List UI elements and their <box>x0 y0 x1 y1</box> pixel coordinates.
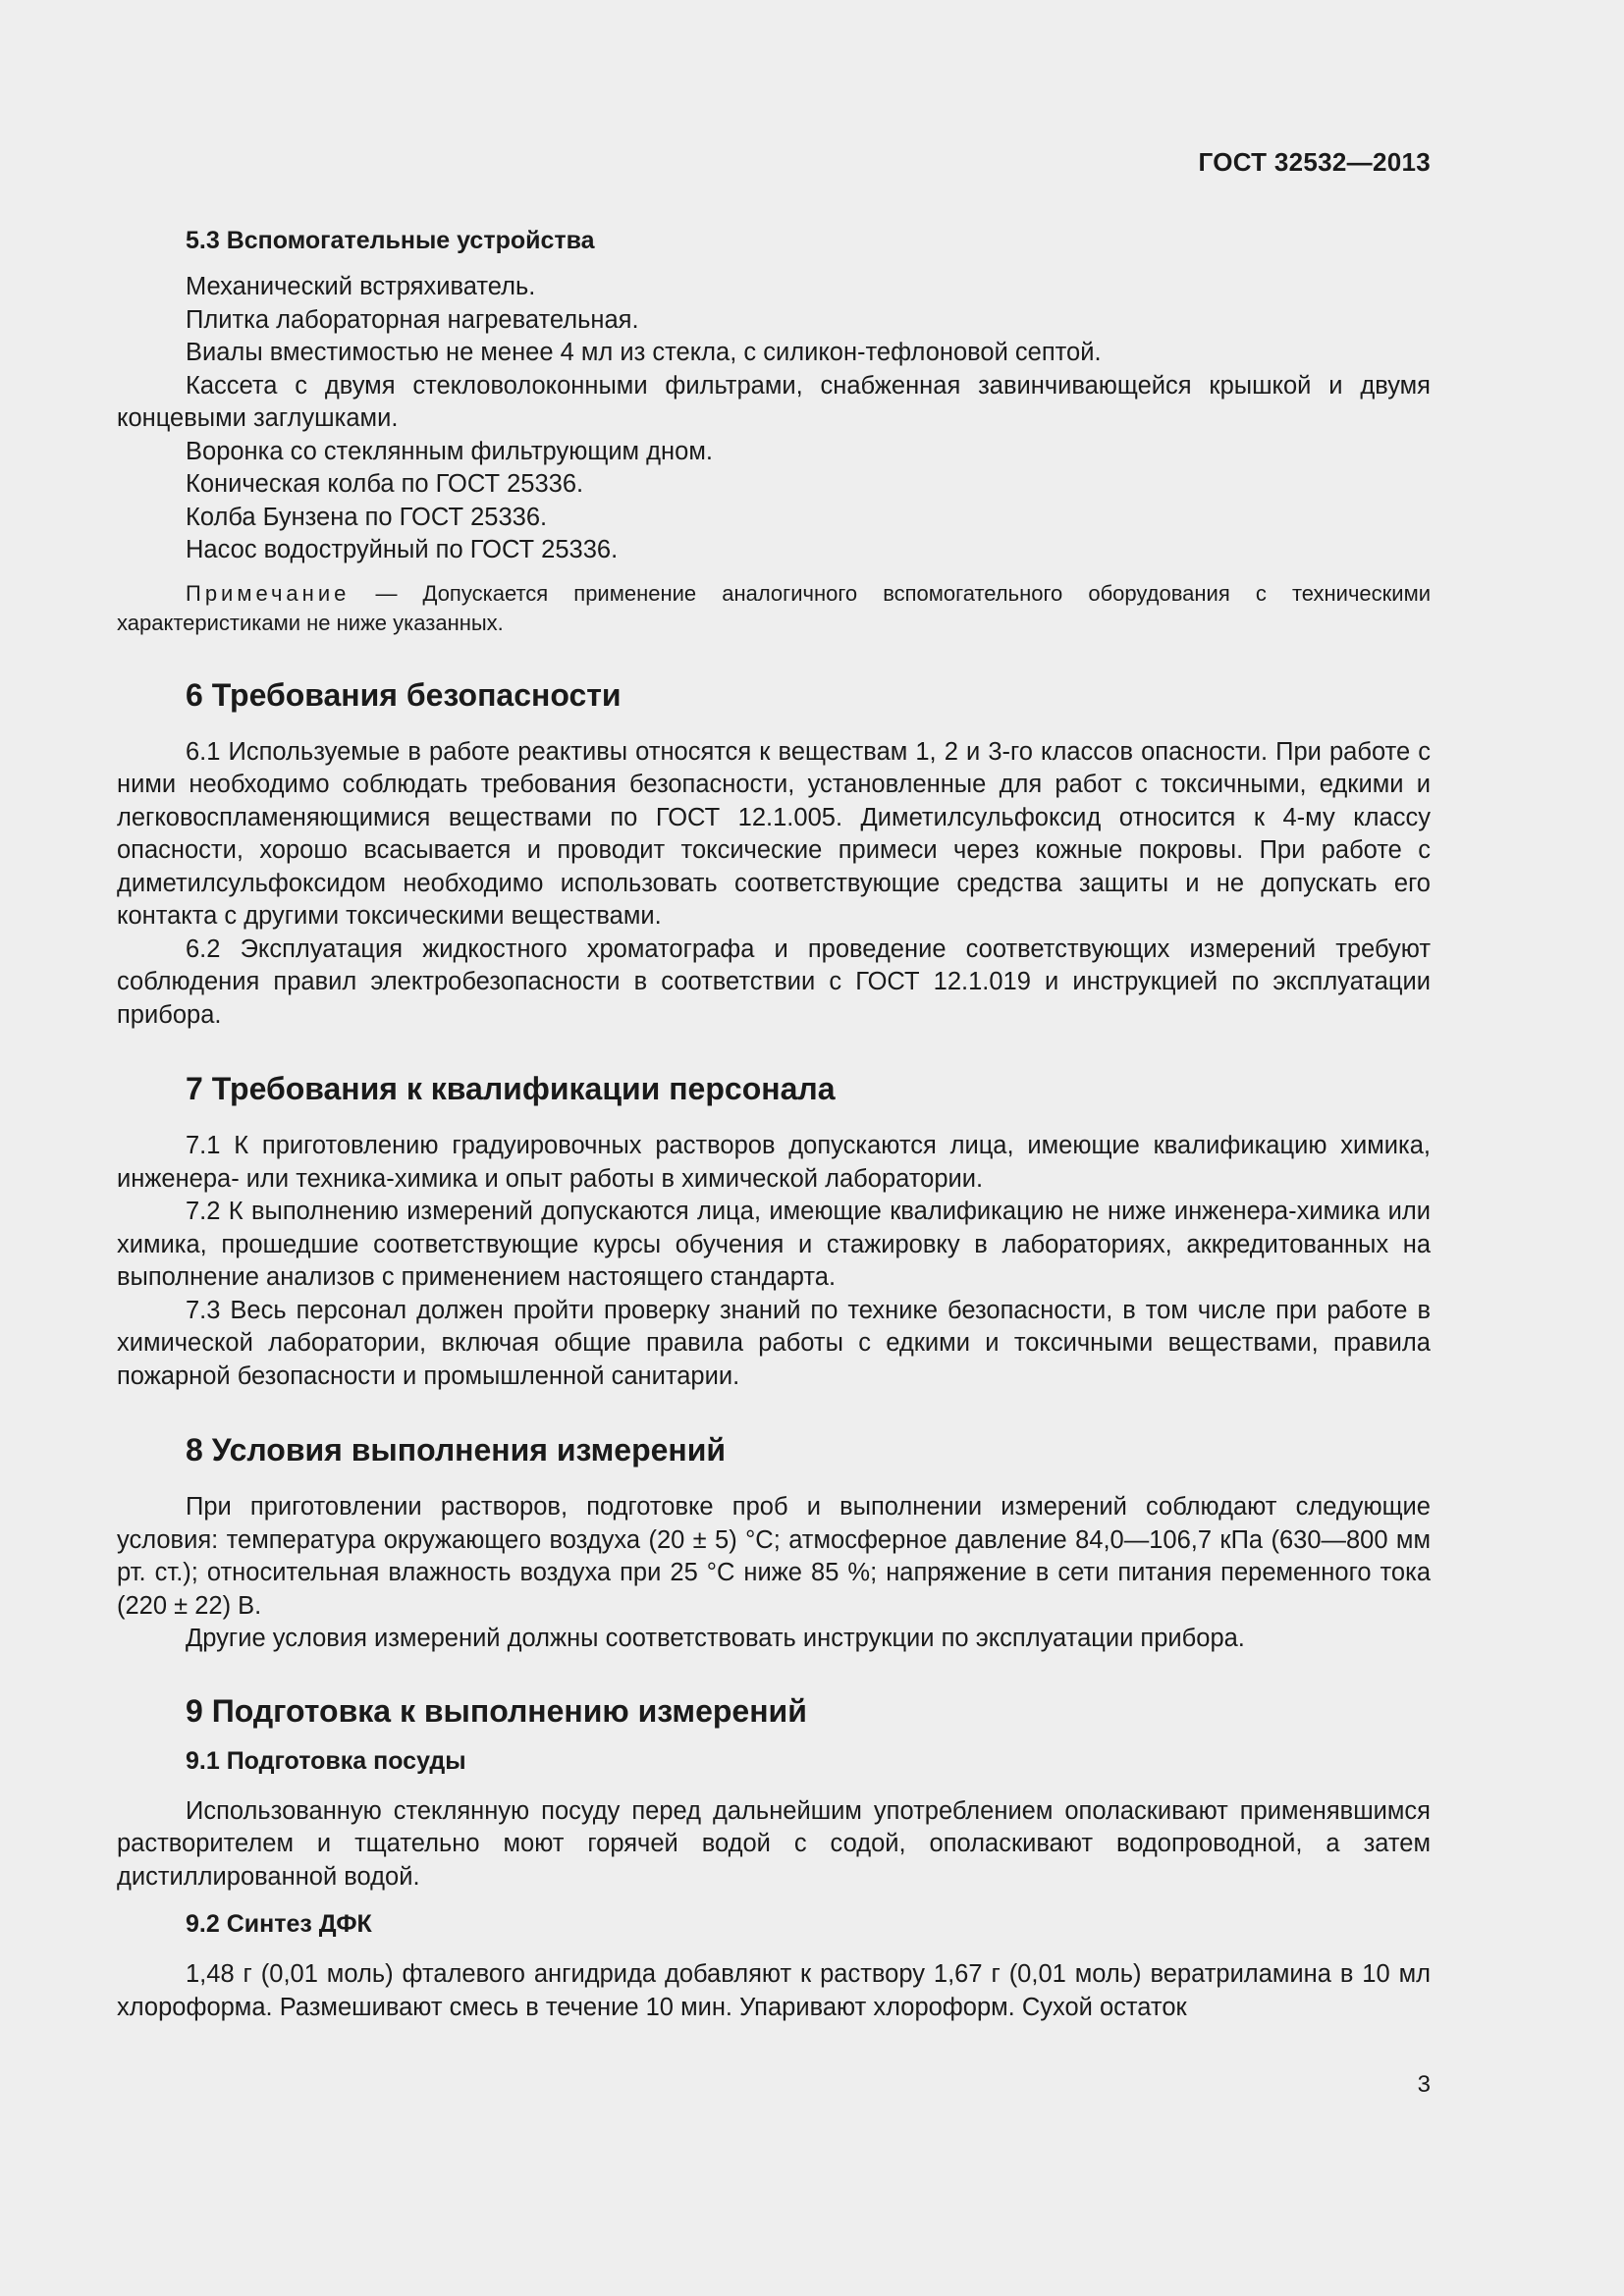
section-8 <box>117 1430 1431 1656</box>
section-9-title: 9 Подготовка к выполнению измерений <box>186 1692 807 1729</box>
list-item: Кассета с двумя стекловолоконными фильтрами, снабженная завинчивающейся крышкой и двумя концевыми заглушками. <box>117 371 1431 432</box>
section-7 <box>117 1069 1431 1393</box>
paragraph: Использованную стеклянную посуду перед дальнейшим употреблением ополаскивают применявшимся растворителем и тщательно моют горячей водой с содой, ополаскивают водопроводной, а затем дистиллированной водой. <box>117 1796 1431 1891</box>
section-8-title: 8 Условия выполнения измерений <box>186 1432 727 1468</box>
paragraph: 7.3 Весь персонал должен пройти проверку знаний по технике безопасности, в том числе при работе в химической лаборатории, включая общие правила работы с едкими и токсичными веществами, правила пожарной безопасности и промышленной санитарии. <box>117 1296 1431 1390</box>
page-content <box>117 137 1431 2024</box>
section-6-title: 6 Требования безопасности <box>186 676 622 713</box>
list-item: Виалы вместимостью не менее 4 мл из стекла, с силикон-тефлоновой септой. <box>186 339 1102 366</box>
paragraph: 1,48 г (0,01 моль) фталевого ангидрида добавляют к раствору 1,67 г (0,01 моль) вератриламина в 10 мл хлороформа. Размешивают смесь в течение 10 мин. Упаривают хлороформ. Сухой остаток <box>117 1960 1431 2021</box>
paragraph: 7.2 К выполнению измерений допускаются лица, имеющие квалификацию не ниже инженера-химика или химика, прошедшие соответствующие курсы обучения и стажировку в лабораториях, аккредитованных на выполнение анализов с применением настоящего стандарта. <box>117 1198 1431 1291</box>
page-number: 3 <box>1417 2071 1431 2098</box>
list-item: Плитка лабораторная нагревательная. <box>186 305 639 334</box>
list-item: Насос водоструйный по ГОСТ 25336. <box>186 536 619 563</box>
paragraph: 7.1 К приготовлению градуировочных растворов допускаются лица, имеющие квалификацию химика, инженера- или техника-химика и опыт работы в химической лаборатории. <box>117 1132 1431 1193</box>
section-6 <box>117 675 1431 1033</box>
note <box>117 579 1431 638</box>
paragraph: При приготовлении растворов, подготовке проб и выполнении измерений соблюдают следующие условия: температура окружающего воздуха (20 ± 5) °C; атмосферное давление 84,0—106,7 кПа (630—800 мм рт. ст.); относительная влажность воздуха при 25 °C ниже 85 %; напряжение в сети питания переменного тока (220 ± 22) В. <box>117 1493 1431 1620</box>
section-9-2-title: 9.2 Синтез ДФК <box>186 1910 372 1938</box>
list-item: Колба Бунзена по ГОСТ 25336. <box>186 503 548 531</box>
paragraph: 6.1 Используемые в работе реактивы относятся к веществам 1, 2 и 3-го классов опасности. При работе с ними необходимо соблюдать требования безопасности, установленные для работ с токсичными, едкими и легковоспламеняющимися веществами по ГОСТ 12.1.005. Диметилсульфоксид относится к 4-му классу опасности, хорошо всасывается и проводит токсические примеси через кожные покровы. При работе с диметилсульфоксидом необходимо использовать соответствующие средства защиты и не допускать его контакта с другими токсическими веществами. <box>117 737 1431 930</box>
list-item: Воронка со стеклянным фильтрующим дном. <box>186 437 713 465</box>
section-5-3 <box>117 224 1431 638</box>
section-9 <box>117 1691 1431 2025</box>
note-label: Примечание <box>186 580 351 606</box>
paragraph: 6.2 Эксплуатация жидкостного хроматографа и проведение соответствующих измерений требуют соблюдения правил электробезопасности в соответствии с ГОСТ 12.1.019 и инструкцией по эксплуатации прибора. <box>117 934 1431 1029</box>
section-7-title: 7 Требования к квалификации персонала <box>186 1071 836 1106</box>
note-text: — Допускается применение аналогичного вспомогательного оборудования с техническими характеристиками не ниже указанных. <box>117 580 1431 635</box>
paragraph: Другие условия измерений должны соответствовать инструкции по эксплуатации прибора. <box>186 1625 1245 1652</box>
section-5-3-title: 5.3 Вспомогательные устройства <box>186 227 595 254</box>
section-9-1-title: 9.1 Подготовка посуды <box>186 1746 466 1775</box>
list-item: Механический встряхиватель. <box>186 273 536 300</box>
list-item: Коническая колба по ГОСТ 25336. <box>186 470 584 498</box>
document-id: ГОСТ 32532—2013 <box>1198 147 1431 177</box>
